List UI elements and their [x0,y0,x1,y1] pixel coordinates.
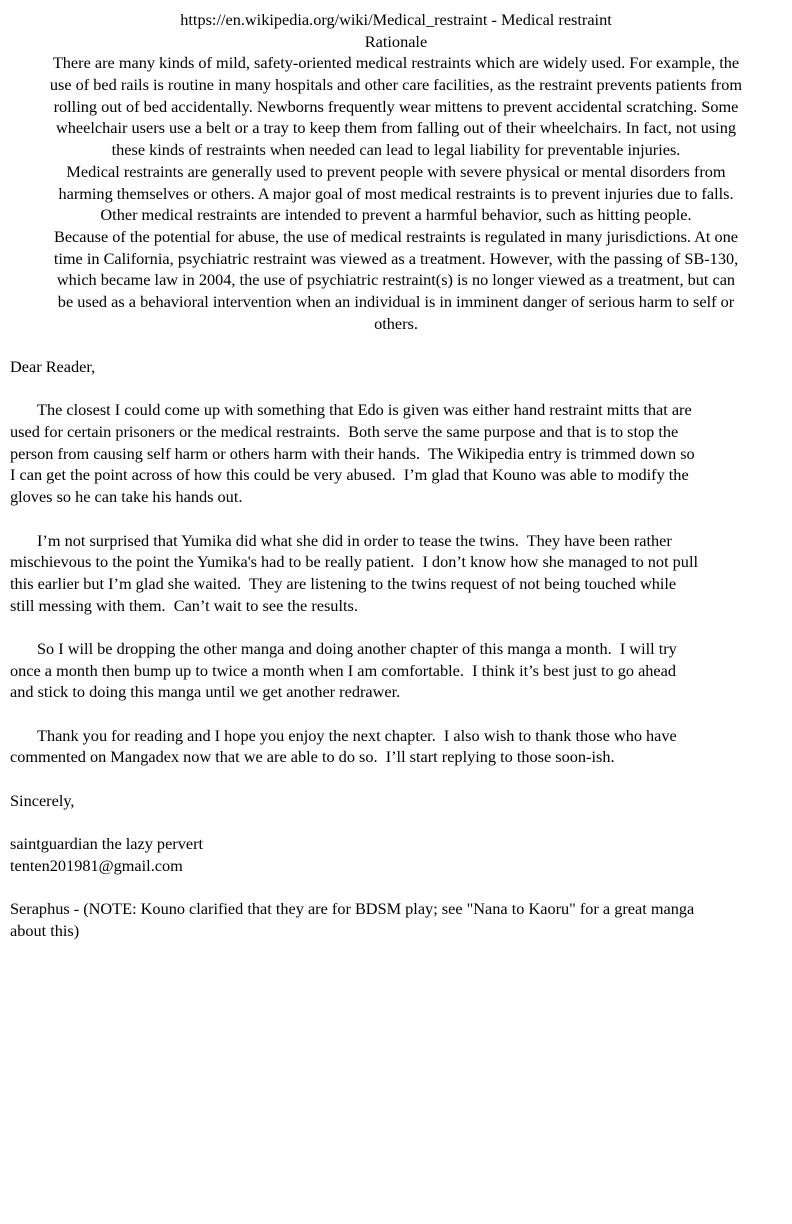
salutation: Dear Reader, [10,357,96,376]
text-line: and stick to doing this manga until we get another redrawer. [10,682,401,702]
text-line: others. [374,313,418,333]
blank-line [10,811,782,833]
text-line: I can get the point across of how this could be very abused. I’m glad that Kouno was able to modify the [10,465,689,485]
blank-line [10,378,782,400]
blank-line [10,508,782,530]
text-line: I’m not surprised that Yumika did what she did in order to tease the twins. They have been rather [37,530,672,550]
signature-name: saintguardian the lazy pervert [10,834,204,854]
text-line: The closest I could come up with something that Edo is given was either hand restraint mitts that are [37,400,692,420]
blank-line [10,877,782,899]
text-line: There are many kinds of mild, safety-oriented medical restraints which are widely used. For example, the [52,53,740,73]
wiki-source-line: https://en.wikipedia.org/wiki/Medical_restraint - Medical restraint [180,10,612,29]
text-line: harming themselves or others. A major goal of most medical restraints is to prevent injuries due to falls. [58,183,734,203]
text-line: once a month then bump up to twice a month when I am comfortable. I think it’s best just to go ahead [10,660,677,680]
text-line: gloves so he can take his hands out. [10,487,243,507]
wiki-excerpt-section [10,9,782,334]
letter-paragraph-2 [10,530,782,617]
text-line: Medical restraints are generally used to prevent people with severe physical or mental disorders from [66,161,726,181]
text-line: commented on Mangadex now that we are able to do so. I’ll start replying to those soon-ish. [10,747,615,767]
wiki-section-heading: Rationale [364,31,428,51]
text-line: still messing with them. Can’t wait to see the results. [10,595,358,615]
letter-section [10,356,782,942]
text-line: Other medical restraints are intended to prevent a harmful behavior, such as hitting people. [100,205,692,225]
text-line: So I will be dropping the other manga and doing another chapter of this manga a month. I will try [37,638,677,658]
blank-line [10,768,782,790]
text-line: time in California, psychiatric restraint was viewed as a treatment. However, with the passing of SB-130, [53,248,739,268]
text-line: Thank you for reading and I hope you enjoy the next chapter. I also wish to thank those who have [37,725,677,745]
blank-line [10,616,782,638]
closing: Sincerely, [10,790,75,810]
letter-paragraph-3 [10,638,782,703]
text-line: use of bed rails is routine in many hospitals and other care facilities, as the restraint prevents patients from [49,75,743,95]
text-line: used for certain prisoners or the medical restraints. Both serve the same purpose and that is to stop the [10,422,679,442]
text-line: Because of the potential for abuse, the use of medical restraints is regulated in many jurisdictions. At one [53,226,739,246]
text-line: Seraphus - (NOTE: Kouno clarified that they are for BDSM play; see "Nana to Kaoru" for a great manga [10,899,695,919]
postscript-note [10,898,782,941]
text-line: about this) [10,920,80,940]
text-line: be used as a behavioral intervention when an individual is in imminent danger of serious harm to self or [57,291,735,311]
blank-line [10,703,782,725]
text-line: mischievous to the point the Yumika's had to be really patient. I don’t know how she managed to not pull [10,552,698,572]
text-line: rolling out of bed accidentally. Newborns frequently wear mittens to prevent accidental scratching. Some [53,96,739,116]
text-line: person from causing self harm or others harm with their hands. The Wikipedia entry is trimmed down so [10,443,695,463]
text-line: this earlier but I’m glad she waited. They are listening to the twins request of not being touched while [10,573,677,593]
signature-email: tenten201981@gmail.com [10,855,183,875]
blank-line [10,334,782,356]
letter-paragraph-1 [10,399,782,507]
text-line: these kinds of restraints when needed can lead to legal liability for preventable injuries. [111,140,681,160]
text-line: wheelchair users use a belt or a tray to keep them from falling out of their wheelchairs. In fact, not using [56,118,736,138]
text-line: which became law in 2004, the use of psychiatric restraint(s) is no longer viewed as a treatment, but can [56,270,736,290]
wiki-excerpt-text [10,52,782,334]
letter-paragraph-4 [10,725,782,768]
